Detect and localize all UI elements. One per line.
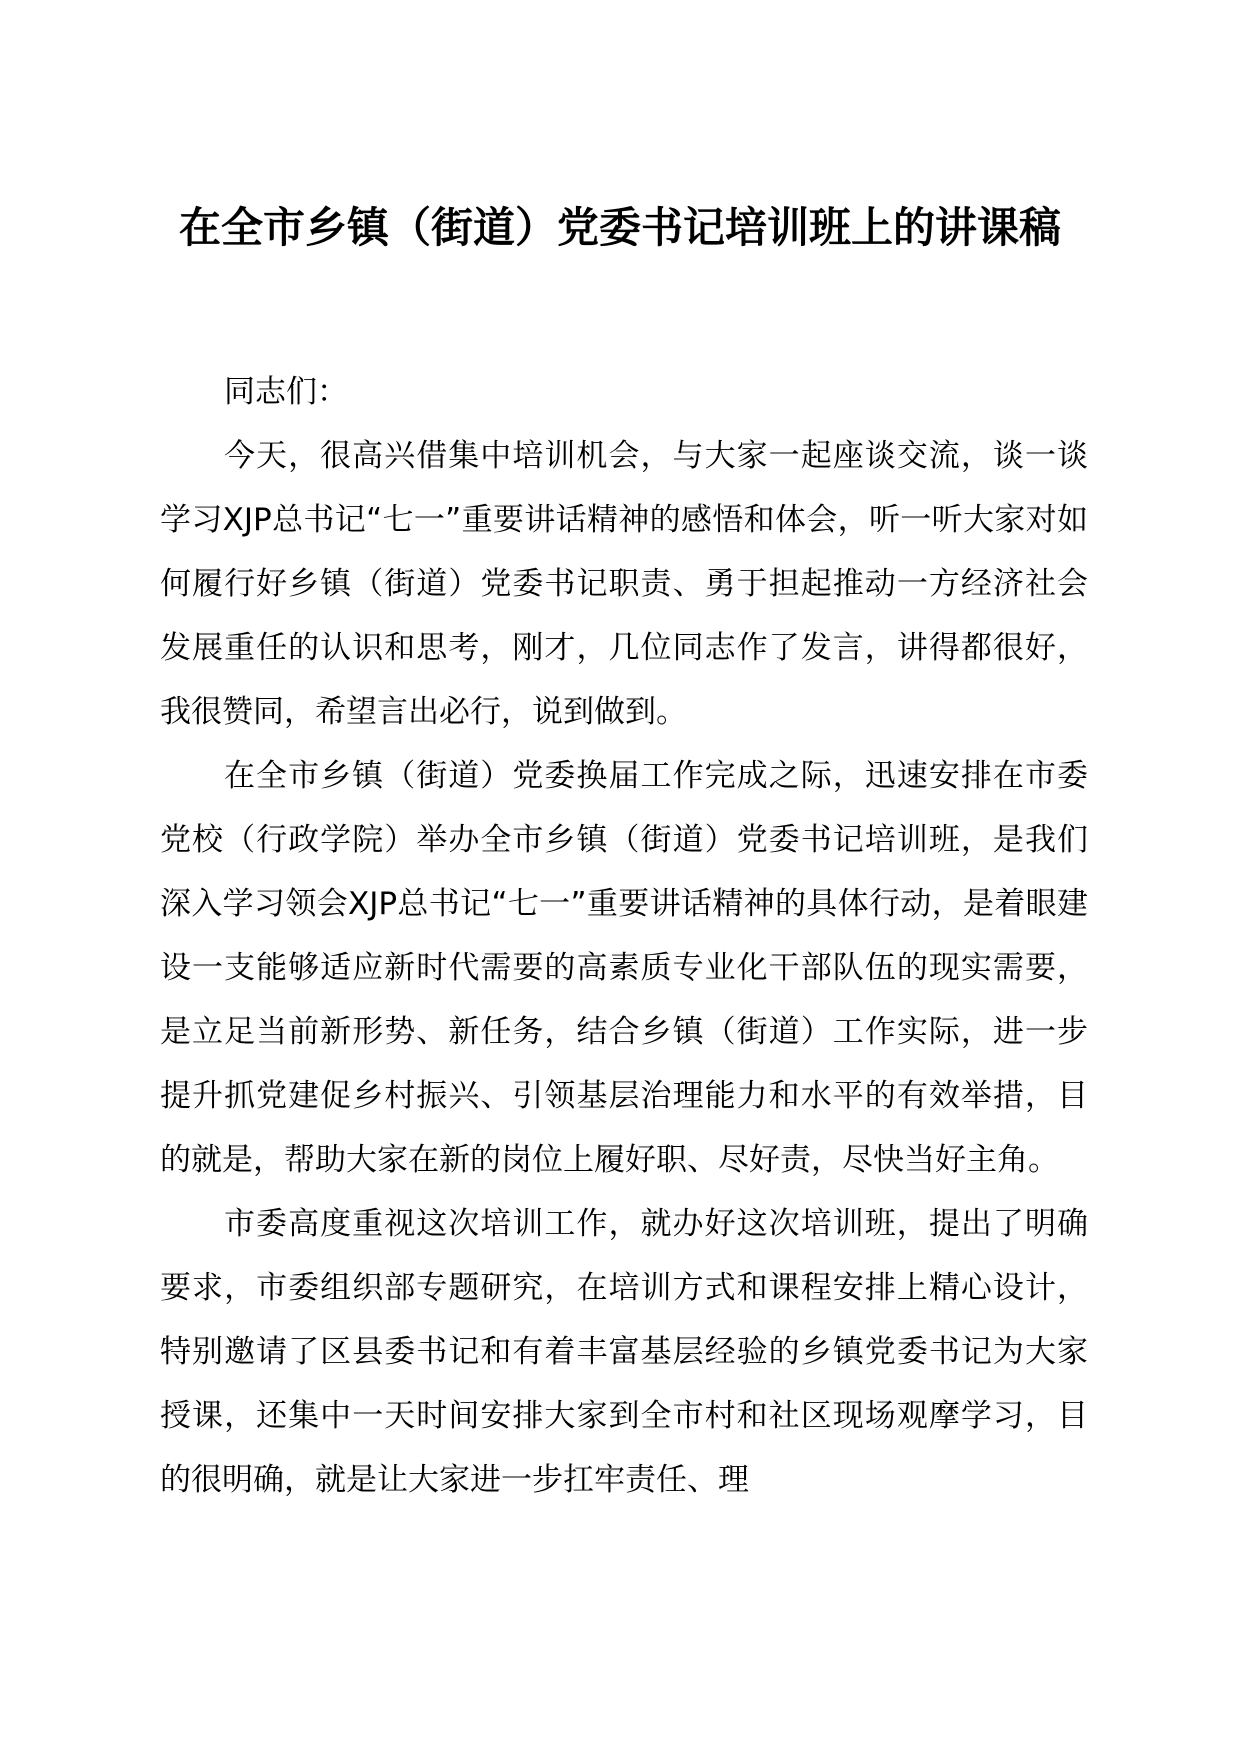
document-title: 在全市乡镇（街道）党委书记培训班上的讲课稿 [178, 203, 1061, 252]
paragraph-1: 今天，很高兴借集中培训机会，与大家一起座谈交流，谈一谈学习XJP总书记“七一”重要讲话精神的感悟和体会，听一听大家对如何履行好乡镇（街道）党委书记职责、勇于担起推动一方经济社会发展重任的认识和思考，刚才，几位同志作了发言，讲得都很好，我很赞同，希望言出必行，说到做到。 [160, 438, 1088, 730]
document-body [160, 360, 1088, 1512]
greeting: 同志们： [224, 374, 348, 410]
paragraph-2: 在全市乡镇（街道）党委换届工作完成之际，迅速安排在市委党校（行政学院）举办全市乡镇（街道）党委书记培训班，是我们深入学习领会XJP总书记“七一”重要讲话精神的具体行动，是着眼建设一支能够适应新时代需要的高素质专业化干部队伍的现实需要，是立足当前新形势、新任务，结合乡镇（街道）工作实际，进一步提升抓党建促乡村振兴、引领基层治理能力和水平的有效举措，目的就是，帮助大家在新的岗位上履好职、尽好责，尽快当好主角。 [160, 758, 1088, 1178]
paragraph-3: 市委高度重视这次培训工作，就办好这次培训班，提出了明确要求，市委组织部专题研究，在培训方式和课程安排上精心设计，特别邀请了区县委书记和有着丰富基层经验的乡镇党委书记为大家授课，还集中一天时间安排大家到全市村和社区现场观摩学习，目的很明确，就是让大家进一步扛牢责任、理 [160, 1206, 1088, 1498]
